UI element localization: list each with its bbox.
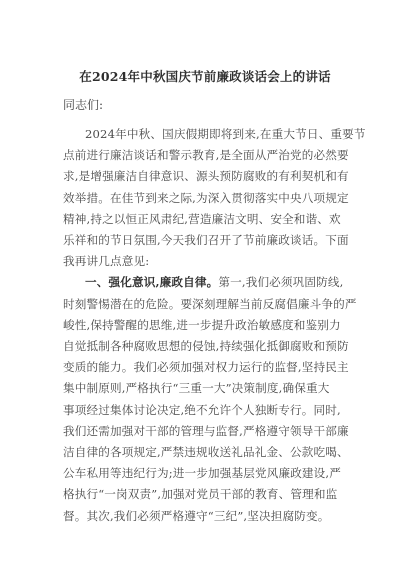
paragraph-line: 变质的能力。我们必须加强对权力运行的监督,坚持民主 xyxy=(63,360,349,374)
paragraph-line: 公车私用等违纪行为;进一步加强基层党风廉政建设,严 xyxy=(63,466,341,480)
paragraph-text: 第一,我们必须巩固防线, xyxy=(218,275,344,289)
paragraph-line: 点前进行廉洁谈话和警示教育,是全面从严治党的必然要 xyxy=(63,148,349,162)
heading-line xyxy=(85,274,343,290)
paragraph-line: 时刻警惕潜在的危险。要深刻理解当前反腐倡廉斗争的严 xyxy=(63,297,357,311)
paragraph-line: 洁自律的各项规定,严禁违规收送礼品礼金、公款吃喝、 xyxy=(63,445,349,459)
paragraph-line: 我再讲几点意见: xyxy=(63,254,150,268)
paragraph-line: 求,是增强廉洁自律意识、源头预防腐败的有利契机和有 xyxy=(63,169,349,183)
paragraph-line: 自觉抵制各种腐败思想的侵蚀,持续强化抵御腐败和预防 xyxy=(63,339,349,353)
paragraph-line: 效举措。在佳节到来之际,为深入贯彻落实中央八项规定 xyxy=(63,191,349,205)
document-title: 在2024年中秋国庆节前廉政谈话会上的讲话 xyxy=(79,69,331,84)
paragraph-line: 我们还需加强对干部的管理与监督,严格遵守领导干部廉 xyxy=(63,424,349,438)
paragraph-line: 峻性,保持警醒的思维,进一步提升政治敏感度和鉴别力 xyxy=(63,318,341,332)
paragraph-line: 2024年中秋、国庆假期即将到来,在重大节日、重要节 xyxy=(85,127,366,141)
paragraph-line: 精神,持之以恒正风肃纪,营造廉洁文明、安全和谐、欢 xyxy=(63,212,341,226)
paragraph-line: 乐祥和的节日氛围,今天我们召开了节前廉政谈话。下面 xyxy=(63,233,349,247)
paragraph-line: 事项经过集体讨论决定,绝不允许个人独断专行。同时, xyxy=(63,403,341,417)
paragraph-line: 格执行“一岗双责”,加强对党员干部的教育、管理和监 xyxy=(63,487,338,501)
paragraph-line: 督。其次,我们必须严格遵守“三纪”,坚决担腐防变。 xyxy=(63,509,330,523)
salutation: 同志们: xyxy=(63,98,104,112)
section-heading-1: 一、强化意识,廉政自律。 xyxy=(85,275,219,289)
paragraph-line: 集中制原则,严格执行“三重一大”决策制度,确保重大 xyxy=(63,381,330,395)
